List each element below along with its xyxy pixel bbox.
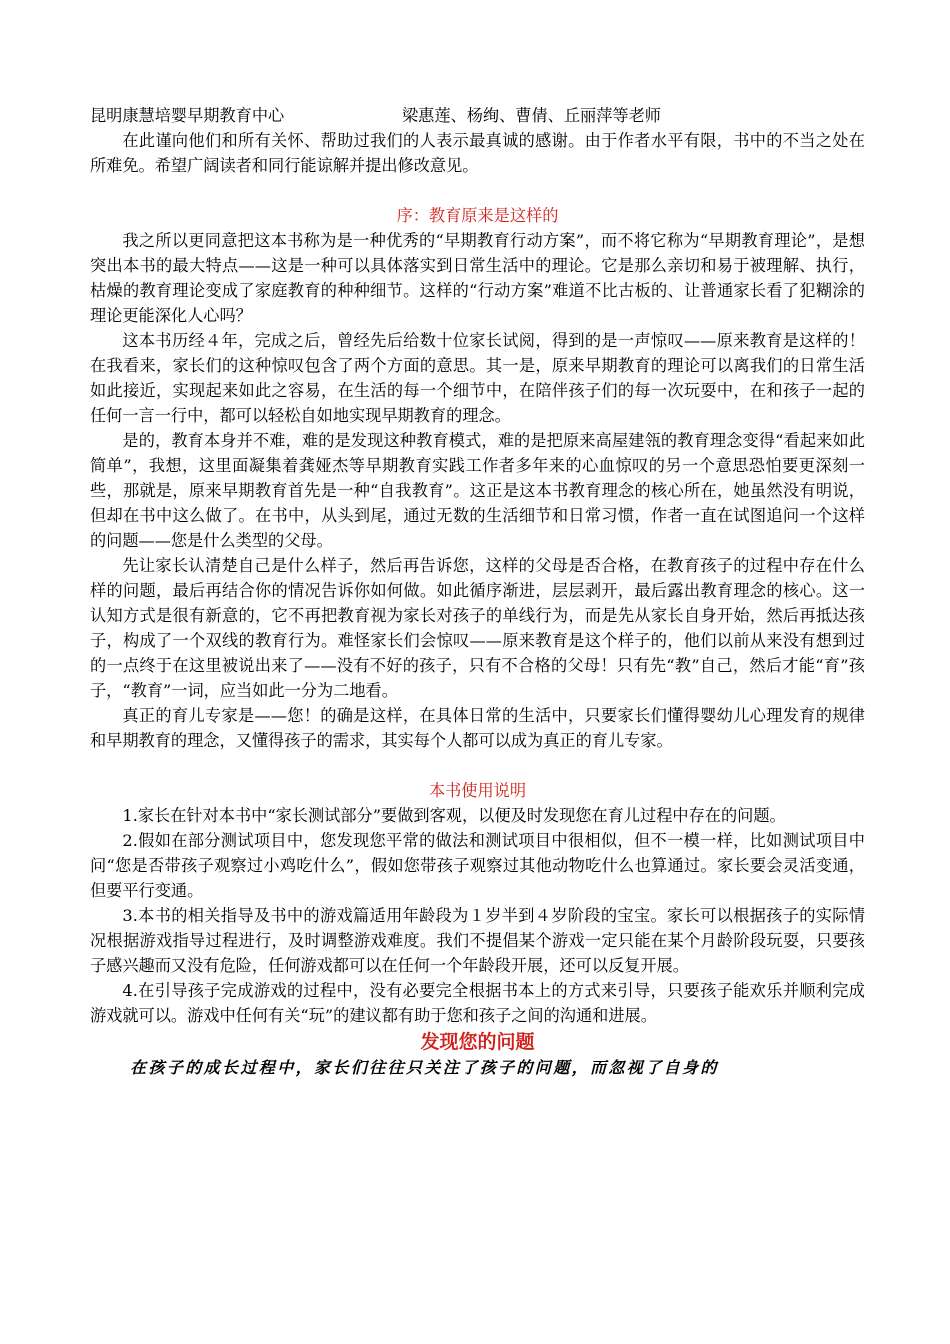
preface-paragraph: 是的，教育本身并不难，难的是发现这种教育模式，难的是把原来高屋建瓴的教育理念变得“看起来如此简单”，我想，这里面凝集着龚娅杰等早期教育实践工作者多年来的心血惊叹的另一个意思恐怕要更深刻一些，那就是，原来早期教育首先是一种“自我教育”。这正是这本书教育理念的核心所在，她虽然没有明说，但却在书中这么做了。在书中，从头到尾，通过无数的生活细节和日常习惯，作者一直在试图追问一个这样的问题——您是什么类型的父母。 bbox=[90, 431, 865, 550]
usage-item: 4.在引导孩子完成游戏的过程中，没有必要完全根据书本上的方式来引导，只要孩子能欢乐并顺利完成游戏就可以。游戏中任何有关“玩”的建议都有助于您和孩子之间的沟通和进展。 bbox=[90, 981, 865, 1025]
preface-paragraph: 我之所以更同意把这本书称为是一种优秀的“早期教育行动方案”，而不将它称为“早期教育理论”，是想突出本书的最大特点——这是一种可以具体落实到日常生活中的理论。它是那么亲切和易于被理解、执行，枯燥的教育理论变成了家庭教育的种种细节。这样的“行动方案”难道不比古板的、让普通家长看了犯糊涂的理论更能深化人心吗？ bbox=[90, 231, 865, 325]
usage-item: 3.本书的相关指导及书中的游戏篇适用年龄段为１岁半到４岁阶段的宝宝。家长可以根据孩子的实际情况根据游戏指导过程进行，及时调整游戏难度。我们不提倡某个游戏一定只能在某个月龄阶段玩耍，只要孩子感兴趣而又没有危险，任何游戏都可以在任何一个年龄段开展，还可以反复开展。 bbox=[90, 906, 865, 975]
teacher-names: 梁惠莲、杨绚、曹倩、丘丽萍等老师 bbox=[402, 106, 661, 125]
usage-title: 本书使用说明 bbox=[428, 781, 527, 800]
acknowledgement-thanks: 在此谨向他们和所有关怀、帮助过我们的人表示最真诚的感谢。由于作者水平有限，书中的不当之处在所难免。希望广阔读者和同行能谅解并提出修改意见。 bbox=[90, 131, 865, 175]
document-body bbox=[90, 103, 865, 1080]
usage-item: 1.家长在针对本书中“家长测试部分”要做到客观，以便及时发现您在育儿过程中存在的问题。 bbox=[122, 806, 786, 825]
discover-title: 发现您的问题 bbox=[420, 1031, 535, 1053]
preface-paragraph: 这本书历经４年，完成之后，曾经先后给数十位家长试阅，得到的是一声惊叹——原来教育是这样的！在我看来，家长们的这种惊叹包含了两个方面的意思。其一是，原来早期教育的理论可以离我们的日常生活如此接近，实现起来如此之容易，在生活的每一个细节中，在陪伴孩子们的每一次玩耍中，在和孩子一起的任何一言一行中，都可以轻松自如地实现早期教育的理念。 bbox=[90, 331, 865, 425]
preface-paragraph: 先让家长认清楚自己是什么样子，然后再告诉您，这样的父母是否合格，在教育孩子的过程中存在什么样的问题，最后再结合你的情况告诉你如何做。如此循序渐进，层层剥开，最后露出教育理念的核心。这一认知方式是很有新意的，它不再把教育视为家长对孩子的单线行为，而是先从家长自身开始，然后再抵达孩子，构成了一个双线的教育行为。难怪家长们会惊叹——原来教育是这个样子的，他们以前从来没有想到过的一点终于在这里被说出来了——没有不好的孩子，只有不合格的父母！只有先“教”自己，然后才能“育”孩子，“教育”一词，应当如此一分为二地看。 bbox=[90, 556, 865, 700]
spacer bbox=[90, 178, 865, 203]
preface-paragraph: 真正的育儿专家是——您！的确是这样，在具体日常的生活中，只要家长们懂得婴幼儿心理发育的规律和早期教育的理念，又懂得孩子的需求，其实每个人都可以成为真正的育儿专家。 bbox=[90, 706, 865, 750]
acknowledgement-line bbox=[90, 103, 865, 128]
discover-intro: 在孩子的成长过程中，家长们往往只关注了孩子的问题，而忽视了自身的 bbox=[130, 1058, 719, 1077]
spacer bbox=[90, 753, 865, 778]
organization-name: 昆明康慧培婴早期教育中心 bbox=[90, 106, 285, 125]
preface-title: 序：教育原来是这样的 bbox=[396, 206, 559, 225]
usage-item: 2.假如在部分测试项目中，您发现您平常的做法和测试项目中很相似，但不一模一样，比如测试项目中问“您是否带孩子观察过小鸡吃什么”，假如您带孩子观察过其他动物吃什么也算通过。家长要会灵活变通，但要平行变通。 bbox=[90, 831, 865, 900]
